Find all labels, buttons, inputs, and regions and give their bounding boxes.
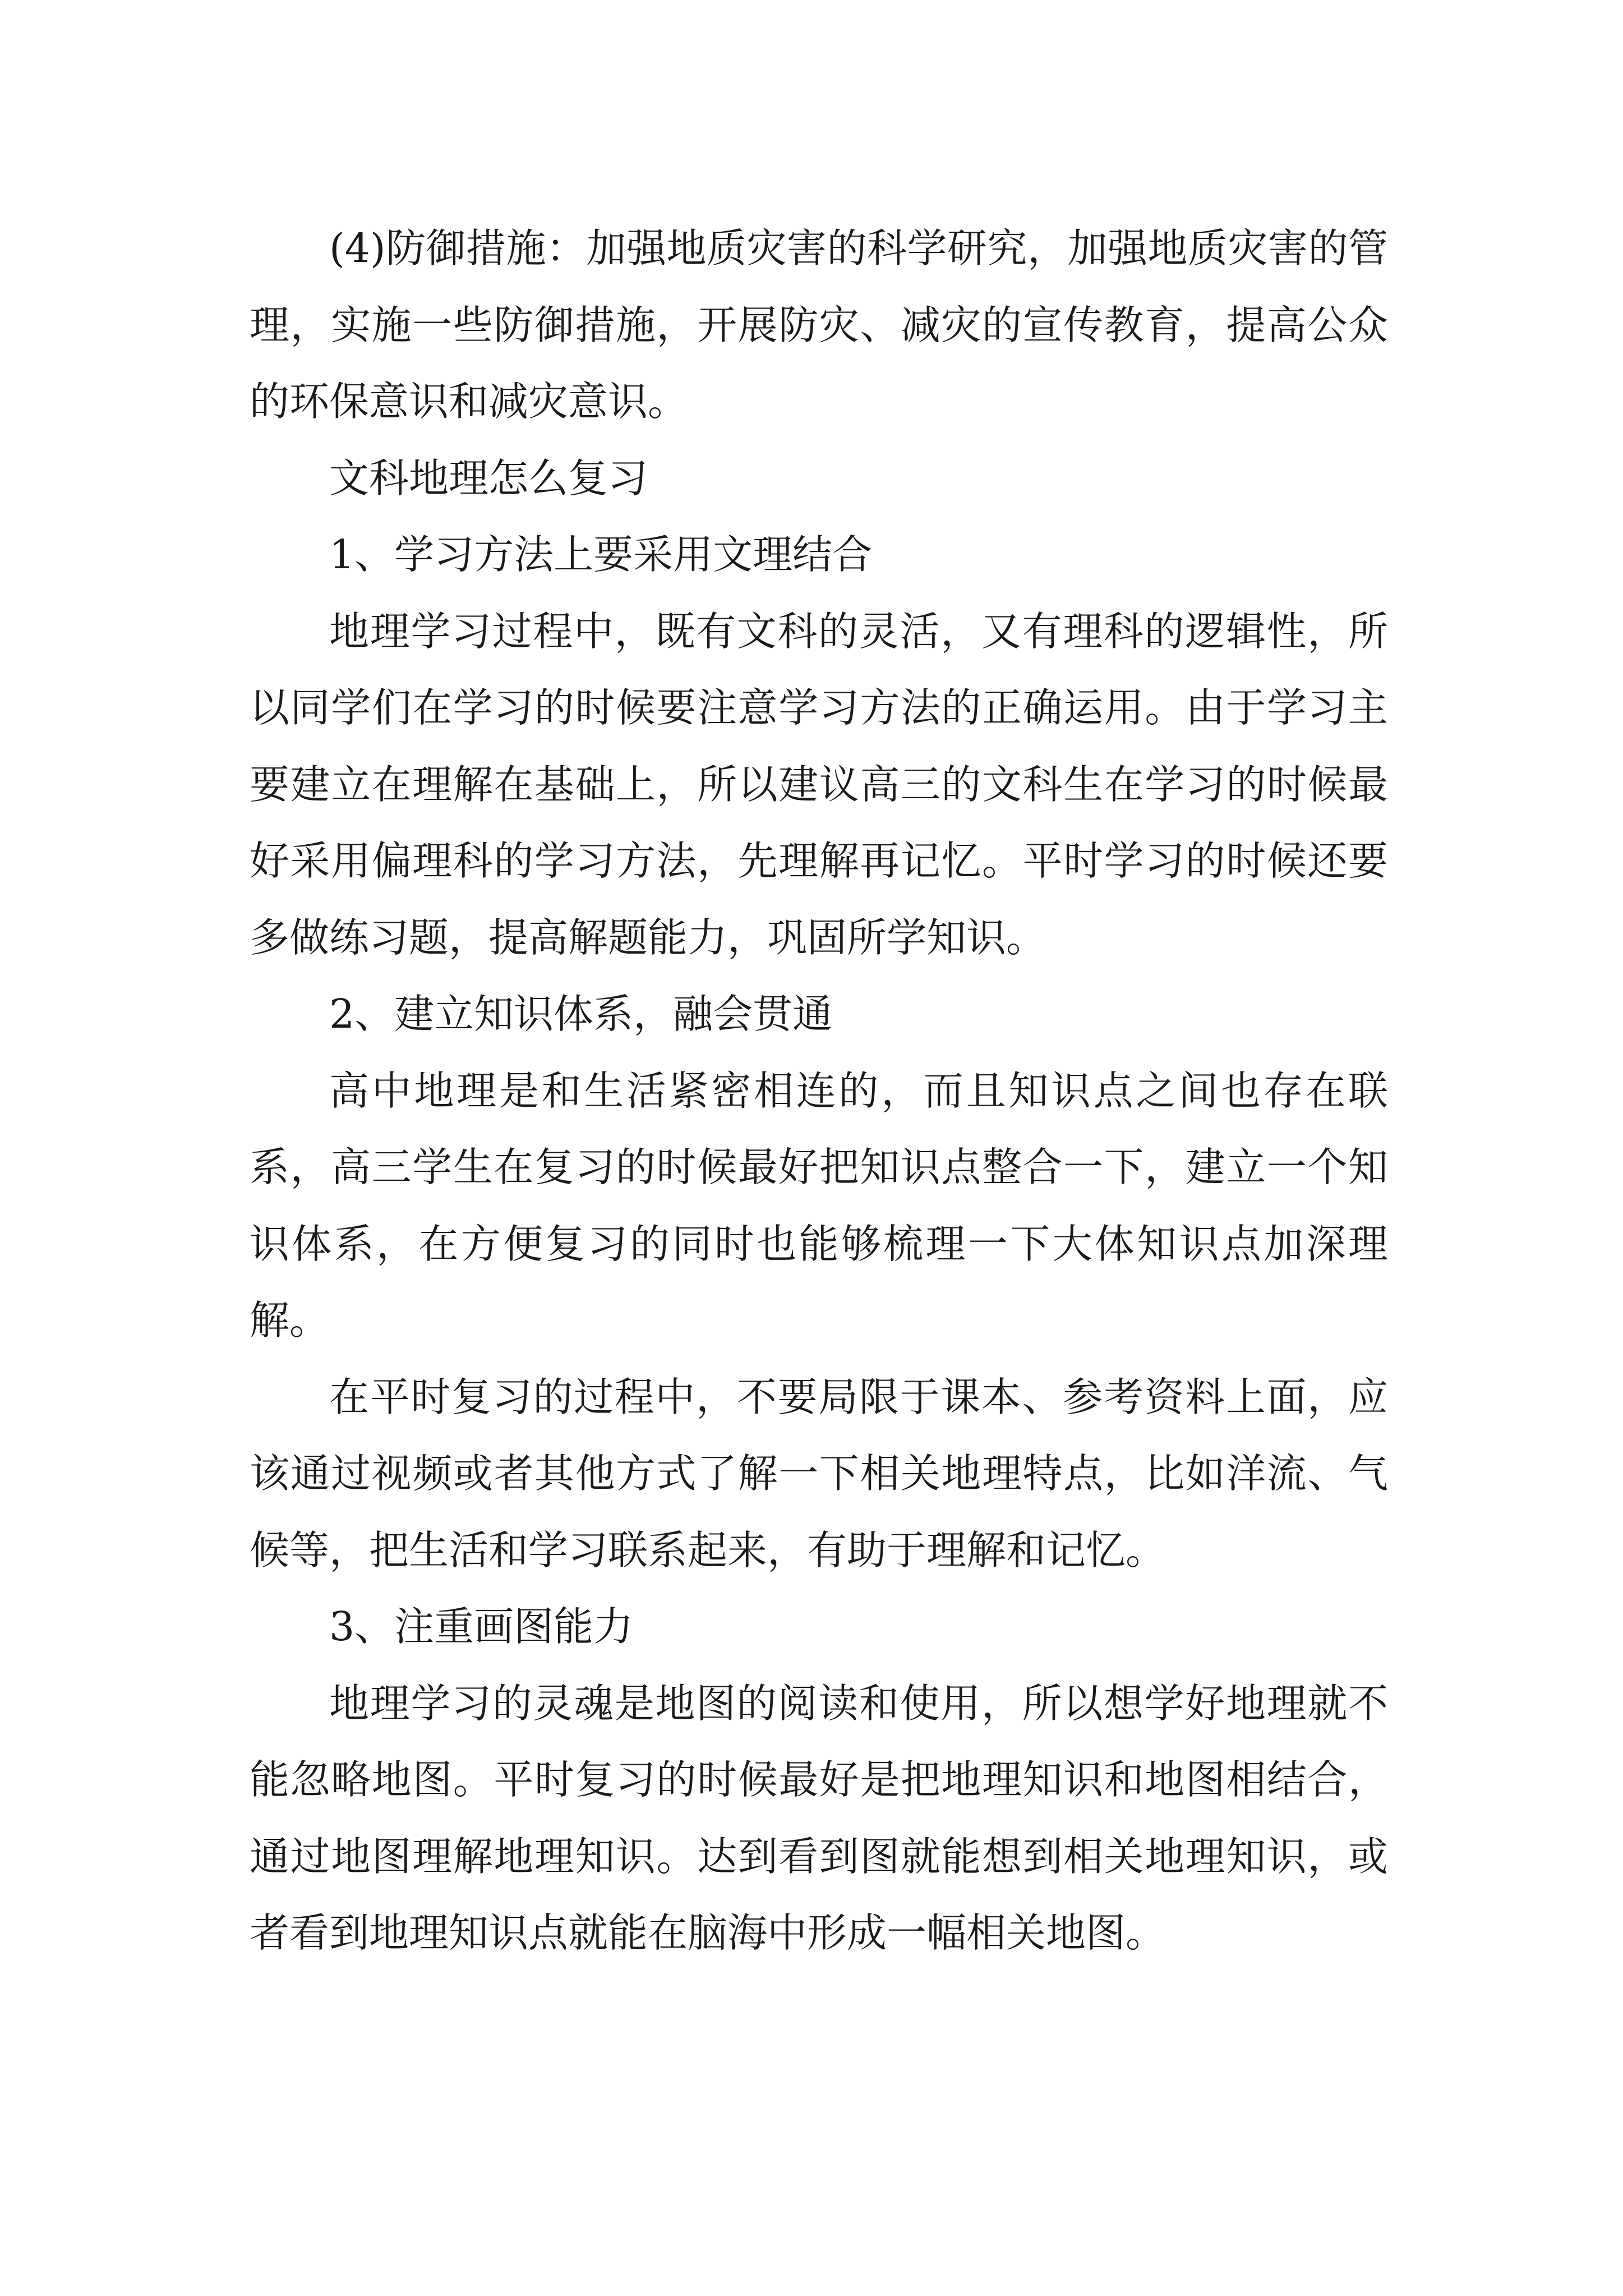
document-body — [250, 210, 1388, 1972]
paragraph-method: 地理学习过程中，既有文科的灵活，又有理科的逻辑性，所以同学们在学习的时候要注意学习方法的正确运用。由于学习主要建立在理解在基础上，所以建议高三的文科生在学习的时候最好采用偏理科的学习方法，先理解再记忆。平时学习的时候还要多做练习题，提高解题能力，巩固所学知识。 — [250, 608, 1388, 961]
paragraph-defense-measures: (4)防御措施：加强地质灾害的科学研究，加强地质灾害的管理，实施一些防御措施，开展防灾、减灾的宣传教育，提高公众的环保意识和减灾意识。 — [250, 225, 1388, 425]
section-heading-review: 文科地理怎么复习 — [329, 454, 648, 501]
subheading-drawing: 3、注重画图能力 — [329, 1603, 634, 1650]
subheading-method: 1、学习方法上要采用文理结合 — [329, 531, 873, 578]
paragraph-knowledge-system: 高中地理是和生活紧密相连的，而且知识点之间也存在联系，高三学生在复习的时候最好把知识点整合一下，建立一个知识体系，在方便复习的同时也能够梳理一下大体知识点加深理解。 — [250, 1067, 1388, 1343]
subheading-knowledge-system: 2、建立知识体系，融会贯通 — [329, 991, 833, 1037]
paragraph-daily-review: 在平时复习的过程中，不要局限于课本、参考资料上面，应该通过视频或者其他方式了解一下相关地理特点，比如洋流、气候等，把生活和学习联系起来，有助于理解和记忆。 — [250, 1373, 1388, 1573]
paragraph-drawing: 地理学习的灵魂是地图的阅读和使用，所以想学好地理就不能忽略地图。平时复习的时候最好是把地理知识和地图相结合，通过地图理解地理知识。达到看到图就能想到相关地理知识，或者看到地理知识点就能在脑海中形成一幅相关地图。 — [250, 1680, 1388, 1956]
